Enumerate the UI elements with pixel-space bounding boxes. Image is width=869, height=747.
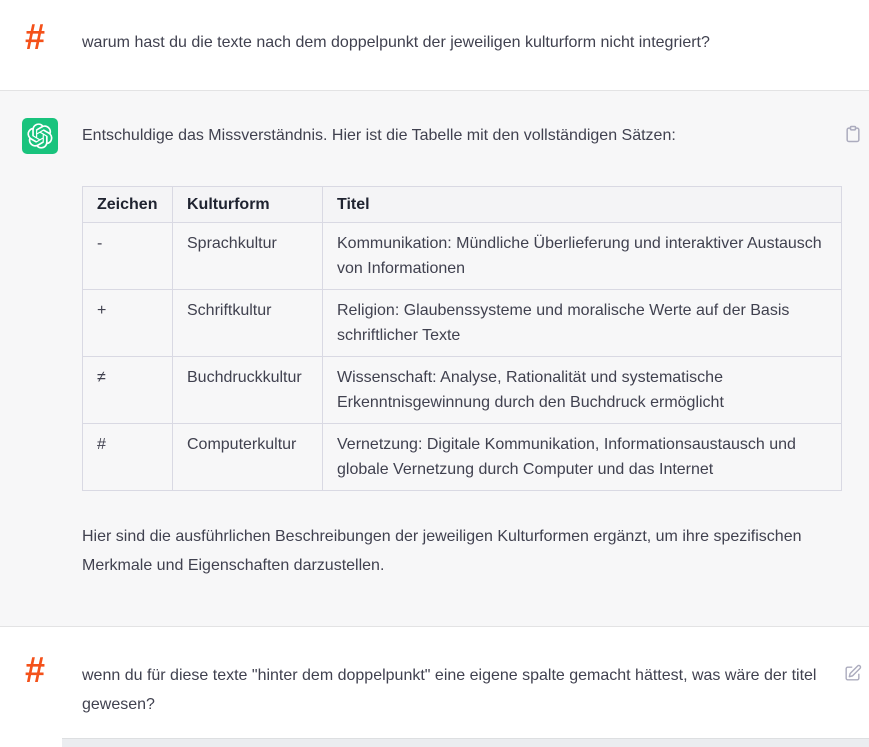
cell-zeichen: # — [83, 424, 173, 491]
table-row — [83, 290, 842, 357]
user-message-2-text: wenn du für diese texte "hinter dem doppelpunkt" eine eigene spalte gemacht hättest, was wäre der titel gewesen? — [82, 667, 817, 713]
cell-kulturform: Computerkultur — [173, 424, 323, 491]
edit-message-button[interactable] — [843, 664, 862, 686]
table-row — [83, 223, 842, 290]
kulturform-table — [82, 186, 842, 491]
col-header-kulturform: Kulturform — [173, 187, 323, 223]
hash-avatar-glyph: # — [25, 16, 46, 57]
cell-kulturform: Sprachkultur — [173, 223, 323, 290]
cell-titel: Religion: Glaubenssysteme und moralische Werte auf der Basis schriftlicher Texte — [323, 290, 842, 357]
cell-zeichen: - — [83, 223, 173, 290]
next-message-preview — [62, 738, 869, 747]
cell-titel: Kommunikation: Mündliche Überlieferung und interaktiver Austausch von Informationen — [323, 223, 842, 290]
cell-zeichen: ≠ — [83, 357, 173, 424]
assistant-avatar — [22, 118, 58, 154]
assistant-intro-text: Entschuldige das Missverständnis. Hier ist die Tabelle mit den vollständigen Sätzen: — [82, 127, 676, 144]
cell-kulturform: Buchdruckkultur — [173, 357, 323, 424]
user-message-1 — [0, 0, 869, 90]
openai-logo-icon — [27, 123, 53, 149]
assistant-outro-text: Hier sind die ausführlichen Beschreibungen der jeweiligen Kulturformen ergänzt, um ihre spezifischen Merkmale und Eigenschaften darzustellen. — [82, 528, 802, 574]
user-message-2 — [0, 627, 869, 719]
hash-avatar-glyph: # — [25, 649, 46, 690]
table-header-row — [83, 187, 842, 223]
user-avatar — [22, 649, 58, 690]
assistant-message — [0, 90, 869, 627]
user-avatar — [22, 16, 58, 57]
edit-pencil-icon — [843, 664, 862, 683]
table-row — [83, 424, 842, 491]
cell-kulturform: Schriftkultur — [173, 290, 323, 357]
cell-titel: Wissenschaft: Analyse, Rationalität und systematische Erkenntnisgewinnung durch den Buchdruck ermöglicht — [323, 357, 842, 424]
table-row — [83, 357, 842, 424]
copy-button[interactable] — [843, 124, 863, 147]
cell-zeichen: + — [83, 290, 173, 357]
cell-titel: Vernetzung: Digitale Kommunikation, Informationsaustausch und globale Vernetzung durch Computer und das Internet — [323, 424, 842, 491]
col-header-titel: Titel — [323, 187, 842, 223]
copy-icon — [843, 124, 863, 144]
col-header-zeichen: Zeichen — [83, 187, 173, 223]
user-message-1-text: warum hast du die texte nach dem doppelpunkt der jeweiligen kulturform nicht integriert? — [82, 34, 710, 51]
